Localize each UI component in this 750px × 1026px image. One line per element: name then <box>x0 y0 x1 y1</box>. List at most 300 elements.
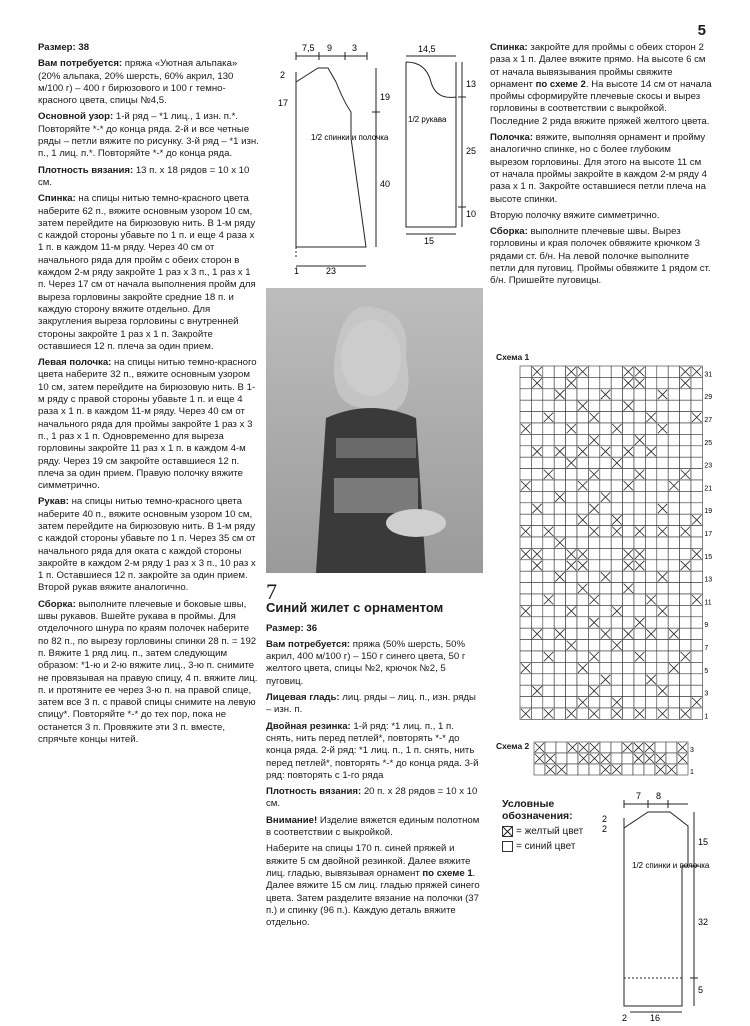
chart-cell <box>531 423 542 434</box>
chart-cell <box>634 640 645 651</box>
chart-cell <box>634 605 645 616</box>
dim-bottom-1: 1 <box>294 266 300 276</box>
chart-cell <box>645 491 656 502</box>
chart-cell <box>668 548 679 559</box>
cross-icon <box>502 826 513 837</box>
paragraph-text: Наберите на спицы 170 п. синей пряжей и вяжите 5 см двойной резинкой. Далее вяжите лиц. гладью, вывязывая орнамент <box>266 843 471 879</box>
paragraph <box>490 42 712 128</box>
chart-cell <box>634 491 645 502</box>
chart-cell <box>668 469 679 480</box>
chart-cell <box>611 742 622 753</box>
sleeve-dim-bottom: 15 <box>424 236 435 246</box>
chart-cell <box>611 469 622 480</box>
row-label: 13 <box>704 576 713 584</box>
paragraph-text: 13 п. х 18 рядов = 10 х 10 см. <box>38 164 250 188</box>
chart-cell <box>645 526 656 537</box>
page-number: 5 <box>697 22 706 39</box>
dim-right-1: 19 <box>380 92 391 102</box>
dim-bottom-2: 23 <box>326 266 337 276</box>
chart-cell <box>691 526 702 537</box>
chart-cell <box>543 423 554 434</box>
chart-cell <box>531 708 542 719</box>
chart-cell <box>531 697 542 708</box>
chart-cell <box>543 628 554 639</box>
chart-cell <box>680 457 691 468</box>
schema1-grid <box>520 366 720 734</box>
chart-cell <box>554 434 565 445</box>
chart-cell <box>531 526 542 537</box>
chart-cell <box>634 412 645 423</box>
chart-cell <box>691 674 702 685</box>
chart-cell <box>543 605 554 616</box>
chart-cell <box>531 583 542 594</box>
paragraph-heading: Сборка: <box>38 598 76 610</box>
chart-cell <box>657 537 668 548</box>
chart-cell <box>611 594 622 605</box>
paragraph-text: вяжите, выполняя орнамент и пройму аналогично спинке, но с более глубоким вырезом горловины. Для этого на высоте 11 см от начала проймы закройте в каждом 2-м ряду 4 раза х 1 п. Закройте оставшиеся петли плеча на высоте спинки. <box>490 132 707 205</box>
chart-cell <box>566 583 577 594</box>
chart-cell <box>588 583 599 594</box>
chart-cell <box>645 423 656 434</box>
paragraph-heading: Двойная резинка: <box>266 720 351 732</box>
paragraph <box>266 815 483 840</box>
chart-cell <box>554 548 565 559</box>
chart-cell <box>691 583 702 594</box>
legend-blue <box>502 841 612 852</box>
chart-cell <box>634 400 645 411</box>
chart-cell <box>668 697 679 708</box>
chart-cell <box>554 617 565 628</box>
chart-cell <box>543 674 554 685</box>
chart-cell <box>691 446 702 457</box>
chart-cell <box>520 685 531 696</box>
chart-cell <box>520 366 531 377</box>
chart-cell <box>657 640 668 651</box>
chart-cell <box>588 537 599 548</box>
chart-cell <box>566 514 577 525</box>
dim-top-2: 9 <box>327 43 333 53</box>
chart-cell <box>623 469 634 480</box>
chart-cell <box>543 446 554 457</box>
chart-cell <box>578 764 589 775</box>
chart-cell <box>666 742 677 753</box>
chart-cell <box>554 662 565 673</box>
chart-cell <box>611 583 622 594</box>
chart-cell <box>566 412 577 423</box>
chart-cell <box>534 764 545 775</box>
p3-dim-bottom-1: 2 <box>622 1013 628 1023</box>
chart-cell <box>600 617 611 628</box>
sleeve-dim-right-1: 13 <box>466 79 477 89</box>
row-label: 15 <box>704 553 713 561</box>
chart-cell <box>566 491 577 502</box>
chart-cell <box>691 400 702 411</box>
chart-cell <box>657 377 668 388</box>
p3-dim-top-2: 8 <box>656 791 662 801</box>
chart-cell <box>611 560 622 571</box>
chart-cell <box>657 457 668 468</box>
paragraph-text: на спицы нитью темно-красного цвета наберите 40 п., вяжите основным узором 10 см, затем перейдите на бирюзовую нить. В 1-м ряду с каждой стороны убавьте по 1 п. Через 35 см от начального ряда для оката с каждой стороны закройте в каждом 2-м ряду 1 раз х 3 п., 10 раз х 1 п. Оставшиеся 12 п. закройте за один прием. Второй рукав вяжите аналогично. <box>38 496 256 594</box>
chart-cell <box>566 651 577 662</box>
chart-cell <box>531 651 542 662</box>
chart-cell <box>600 423 611 434</box>
paragraph-heading: Плотность вязания: <box>38 164 134 176</box>
chart-cell <box>588 480 599 491</box>
chart-cell <box>554 457 565 468</box>
paragraph-heading: Основной узор: <box>38 111 114 123</box>
paragraph <box>490 226 712 287</box>
chart-cell <box>668 594 679 605</box>
paragraph <box>38 193 260 353</box>
chart-cell <box>611 685 622 696</box>
chart-cell <box>657 469 668 480</box>
chart-cell <box>680 583 691 594</box>
chart-cell <box>577 674 588 685</box>
chart-cell <box>634 537 645 548</box>
chart-cell <box>520 377 531 388</box>
chart-cell <box>668 708 679 719</box>
chart-cell <box>657 366 668 377</box>
chart-cell <box>520 434 531 445</box>
legend <box>502 798 612 852</box>
chart-cell <box>645 389 656 400</box>
chart-cell <box>531 537 542 548</box>
chart-cell <box>577 628 588 639</box>
chart-cell <box>600 560 611 571</box>
chart-cell <box>668 651 679 662</box>
chart-cell <box>600 594 611 605</box>
chart-cell <box>645 366 656 377</box>
chart-cell <box>543 697 554 708</box>
chart-cell <box>531 594 542 605</box>
chart-cell <box>531 434 542 445</box>
chart-cell <box>531 469 542 480</box>
legend-title: Условные обозначения: <box>502 798 573 822</box>
p3-dim-right-3: 5 <box>698 985 704 995</box>
chart-cell <box>645 617 656 628</box>
chart-cell <box>577 640 588 651</box>
chart-cell <box>691 434 702 445</box>
chart-cell <box>668 423 679 434</box>
chart-cell <box>520 583 531 594</box>
pattern-sleeve <box>396 42 488 262</box>
legend-yellow <box>502 826 612 837</box>
row-label: 25 <box>704 439 713 447</box>
dim-right-2: 40 <box>380 179 391 189</box>
p3-dim-right-1: 15 <box>698 837 709 847</box>
paragraph-text: 20 п. х 28 рядов = 10 х 10 см. <box>266 786 478 810</box>
chart-cell <box>691 685 702 696</box>
chart-cell <box>611 389 622 400</box>
chart-cell <box>543 491 554 502</box>
chart-cell <box>554 697 565 708</box>
chart-cell <box>554 674 565 685</box>
paragraph-heading: Плотность вязания: <box>266 786 362 798</box>
chart-cell <box>634 583 645 594</box>
chart-cell <box>668 526 679 537</box>
chart-cell <box>623 594 634 605</box>
chart-cell <box>588 697 599 708</box>
chart-cell <box>634 571 645 582</box>
chart-cell <box>645 469 656 480</box>
chart-cell <box>543 377 554 388</box>
chart-cell <box>657 594 668 605</box>
chart-cell <box>577 377 588 388</box>
chart-cell <box>531 480 542 491</box>
chart-cell <box>668 434 679 445</box>
chart-cell <box>634 503 645 514</box>
chart-cell <box>531 457 542 468</box>
chart-cell <box>566 526 577 537</box>
row-label: 11 <box>704 599 712 607</box>
chart-cell <box>645 651 656 662</box>
chart-cell <box>634 662 645 673</box>
chart-cell <box>623 389 634 400</box>
chart-cell <box>588 400 599 411</box>
chart-cell <box>623 674 634 685</box>
chart-cell <box>531 617 542 628</box>
chart-cell <box>600 526 611 537</box>
paragraph <box>38 58 260 107</box>
chart-cell <box>554 685 565 696</box>
chart-cell <box>634 697 645 708</box>
paragraph-heading: Размер: 36 <box>266 622 318 634</box>
chart-cell <box>554 469 565 480</box>
chart-cell <box>657 412 668 423</box>
sleeve-dim-right-2: 25 <box>466 146 477 156</box>
chart-cell <box>623 514 634 525</box>
chart-cell <box>600 685 611 696</box>
chart-cell <box>588 514 599 525</box>
chart-cell <box>543 617 554 628</box>
paragraph <box>266 692 483 717</box>
chart-cell <box>577 434 588 445</box>
row-label: 19 <box>704 508 713 516</box>
chart-cell <box>600 742 611 753</box>
chart-cell <box>668 514 679 525</box>
chart-cell <box>543 514 554 525</box>
chart-cell <box>577 469 588 480</box>
chart-cell <box>668 674 679 685</box>
chart-cell <box>680 640 691 651</box>
chart-cell <box>657 662 668 673</box>
chart-cell <box>566 434 577 445</box>
chart-cell <box>520 491 531 502</box>
chart-cell <box>566 617 577 628</box>
schema1-label: Схема 1 <box>496 352 530 362</box>
chart-cell <box>634 389 645 400</box>
chart-cell <box>611 400 622 411</box>
chart-cell <box>668 412 679 423</box>
chart-cell <box>680 423 691 434</box>
p3-dim-right-2: 32 <box>698 917 709 927</box>
chart-cell <box>600 480 611 491</box>
chart-cell <box>657 628 668 639</box>
paragraph-heading: Вам потребуется: <box>38 58 123 70</box>
chart-cell <box>668 366 679 377</box>
chart-cell <box>567 753 578 764</box>
chart-cell <box>520 674 531 685</box>
chart-cell <box>577 708 588 719</box>
paragraph-text: выполните плечевые швы. Вырез горловины и края полочек обвяжите крючком 3 рядами ст. б/н. На левой полочке выполните петли для пуговиц. Проймы обвяжите 1 рядом ст. б/н. Пришейте пуговицы. <box>490 226 711 287</box>
chart-cell <box>657 651 668 662</box>
chart-cell <box>600 605 611 616</box>
chart-cell <box>691 571 702 582</box>
paragraph-heading: Спинка: <box>490 42 528 53</box>
chart-cell <box>680 514 691 525</box>
pattern1-label: 1/2 спинки и полочка <box>311 133 389 142</box>
chart-cell <box>554 412 565 423</box>
paragraph-heading: Лицевая гладь: <box>266 692 340 704</box>
sleeve-dim-right-3: 10 <box>466 209 477 219</box>
section-number: 7 <box>266 579 277 604</box>
empty-square-icon <box>502 841 513 852</box>
paragraph <box>266 639 483 688</box>
chart-cell <box>588 446 599 457</box>
chart-cell <box>691 708 702 719</box>
chart-cell <box>531 491 542 502</box>
chart-cell <box>566 503 577 514</box>
chart-cell <box>645 514 656 525</box>
chart-cell <box>645 583 656 594</box>
chart-cell <box>566 480 577 491</box>
p3-dim-left-1: 2 <box>602 814 608 824</box>
chart-cell <box>556 742 567 753</box>
chart-cell <box>611 753 622 764</box>
chart-cell <box>623 708 634 719</box>
chart-cell <box>634 446 645 457</box>
chart-cell <box>611 446 622 457</box>
chart-cell <box>668 560 679 571</box>
chart-cell <box>520 514 531 525</box>
row-label: 27 <box>704 417 713 424</box>
chart-cell <box>543 400 554 411</box>
row-label: 21 <box>704 485 713 493</box>
chart-cell <box>634 457 645 468</box>
chart-cell <box>543 480 554 491</box>
chart-cell <box>666 753 677 764</box>
chart-cell <box>680 571 691 582</box>
chart-cell <box>645 503 656 514</box>
chart-cell <box>657 617 668 628</box>
dim-top-3: 3 <box>352 43 358 53</box>
schema2-grid <box>534 742 714 776</box>
chart-cell <box>680 480 691 491</box>
paragraph <box>490 132 712 206</box>
chart-cell <box>645 480 656 491</box>
chart-cell <box>691 662 702 673</box>
chart-cell <box>588 628 599 639</box>
chart-cell <box>520 446 531 457</box>
chart-cell <box>611 377 622 388</box>
chart-cell <box>680 685 691 696</box>
chart-cell <box>657 560 668 571</box>
chart-cell <box>657 697 668 708</box>
chart-cell <box>611 571 622 582</box>
chart-cell <box>691 491 702 502</box>
paragraph <box>490 210 712 222</box>
chart-cell <box>691 537 702 548</box>
chart-cell <box>611 537 622 548</box>
chart-cell <box>611 548 622 559</box>
chart-cell <box>600 583 611 594</box>
chart-cell <box>623 571 634 582</box>
chart-cell <box>520 571 531 582</box>
chart-cell <box>567 764 578 775</box>
pattern-vest-front-back <box>266 42 406 282</box>
chart-cell <box>623 491 634 502</box>
paragraph <box>38 111 260 160</box>
chart-cell <box>577 571 588 582</box>
chart-cell <box>668 640 679 651</box>
chart-cell <box>623 526 634 537</box>
chart-cell <box>645 548 656 559</box>
chart-cell <box>644 764 655 775</box>
chart-cell <box>531 605 542 616</box>
chart-cell <box>543 503 554 514</box>
chart-cell <box>566 685 577 696</box>
chart-cell <box>668 571 679 582</box>
chart-cell <box>543 537 554 548</box>
chart-cell <box>611 480 622 491</box>
chart-cell <box>623 605 634 616</box>
section-title: Синий жилет с орнаментом <box>266 600 444 616</box>
chart-cell <box>600 537 611 548</box>
chart-cell <box>577 457 588 468</box>
chart-cell <box>691 560 702 571</box>
pattern-blue-vest <box>600 790 720 1022</box>
chart-cell <box>634 628 645 639</box>
chart-cell <box>611 628 622 639</box>
chart-cell <box>645 457 656 468</box>
chart-cell <box>577 423 588 434</box>
chart-cell <box>554 400 565 411</box>
chart-cell <box>543 583 554 594</box>
chart-cell <box>611 662 622 673</box>
chart-cell <box>657 400 668 411</box>
chart-cell <box>600 514 611 525</box>
row-label: 5 <box>704 667 709 675</box>
chart-cell <box>611 674 622 685</box>
chart-cell <box>657 480 668 491</box>
chart-cell <box>588 377 599 388</box>
chart-cell <box>554 366 565 377</box>
chart-cell <box>677 764 688 775</box>
section-body <box>266 623 483 930</box>
chart-cell <box>691 389 702 400</box>
row-label: 9 <box>704 622 709 630</box>
chart-cell <box>520 400 531 411</box>
chart-cell <box>520 594 531 605</box>
chart-cell <box>531 400 542 411</box>
chart-cell <box>600 708 611 719</box>
p3-dim-bottom-2: 16 <box>650 1013 661 1023</box>
column-left <box>38 42 260 750</box>
paragraph-heading: по схеме 2 <box>535 78 586 90</box>
chart-cell <box>566 697 577 708</box>
chart-cell <box>691 605 702 616</box>
chart-cell <box>611 366 622 377</box>
chart-cell <box>543 662 554 673</box>
chart-cell <box>588 548 599 559</box>
chart-cell <box>623 423 634 434</box>
chart-cell <box>657 548 668 559</box>
chart-cell <box>520 457 531 468</box>
paragraph-text: пряжа (50% шерсть, 50% акрил, 400 м/100 г) – 150 г синего цвета, 50 г желтого цвета, спицы №2, крючок №2, 5 пуговиц. <box>266 638 466 687</box>
chart-cell <box>668 503 679 514</box>
chart-cell <box>566 662 577 673</box>
dim-top-1: 7,5 <box>302 43 315 53</box>
